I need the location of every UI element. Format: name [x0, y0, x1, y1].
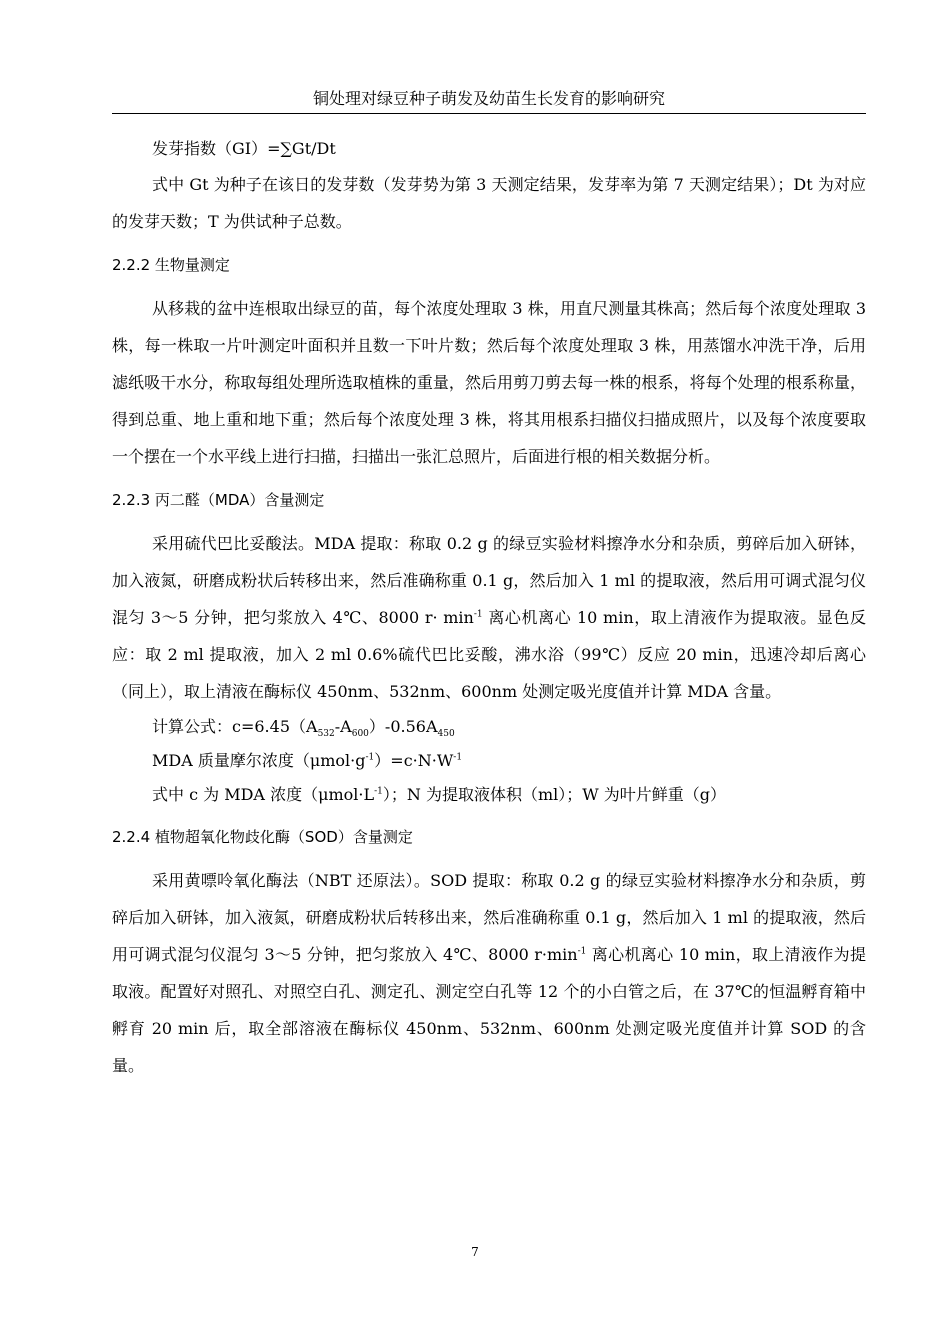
- molar-sup-2: -1: [453, 752, 463, 763]
- section-heading-2-2-4: 2.2.4 植物超氧化物歧化酶（SOD）含量测定: [112, 828, 413, 846]
- sod-sup: -1: [577, 946, 587, 957]
- calc-dash: -A: [334, 717, 352, 736]
- body-text: [112, 132, 866, 1084]
- section-heading-2-2-3: 2.2.3 丙二醛（MDA）含量测定: [112, 491, 325, 509]
- sod-paragraph: [112, 862, 866, 1084]
- gi-formula: 发芽指数（GI）=∑Gt/Dt: [152, 139, 336, 158]
- gi-explanation: 式中 Gt 为种子在该日的发芽数（发芽势为第 3 天测定结果，发芽率为第 7 天测定结果）；Dt 为对应的发芽天数；T 为供试种子总数。: [112, 175, 866, 231]
- calc-mid: ）-0.56A: [368, 717, 438, 736]
- sod-text-a: 采用黄嘌呤氧化酶法（NBT 还原法）。SOD 提取：称取 0.2 g 的绿豆实验材料擦净水分和杂质，剪碎后加入研钵，加入液氮，研磨成粉状后转移出来，然后准确称重 0.1 g，然后加入 1 ml 的提取液，然后用可调式混匀仪混匀 3～5 分钟，把匀浆放入 4℃、8000 r·min: [112, 871, 866, 964]
- where-a: 式中 c 为 MDA 浓度（μmol·L: [152, 785, 375, 804]
- molar-b: ）=c·N·W: [374, 751, 454, 770]
- section-heading-2-2-2: 2.2.2 生物量测定: [112, 256, 230, 274]
- calc-label: 计算公式：c=6.45（A: [152, 717, 318, 736]
- mda-calc-formula: [112, 710, 866, 744]
- molar-a: MDA 质量摩尔浓度（μmol·g: [152, 751, 366, 770]
- molar-sup-1: -1: [365, 752, 375, 763]
- calc-sub-450: 450: [437, 729, 455, 740]
- sod-text-b: 离心机离心 10 min，取上清液作为提取液。配置好对照孔、对照空白孔、测定孔、测定空白孔等 12 个的小白管之后，在 37℃的恒温孵育箱中孵育 20 min 后，取全部溶液在酶标仪 450nm、532nm、600nm 处测定吸光度值并计算 SOD 的含量。: [112, 945, 866, 1075]
- mda-text-b: 离心机离心 10 min，取上清液作为提取液。显色反应：取 2 ml 提取液，加入 2 ml 0.6%硫代巴比妥酸，沸水浴（99℃）反应 20 min，迅速冷却后离心（同上），取上清液在酶标仪 450nm、532nm、600nm 处测定吸光度值并计算 MDA 含量。: [112, 608, 866, 701]
- header-rule: [112, 113, 866, 114]
- where-b: ）；N 为提取液体积（ml）；W 为叶片鲜重（g）: [382, 785, 727, 804]
- calc-sub-600: 600: [351, 729, 369, 740]
- where-sup: -1: [374, 786, 383, 797]
- mda-text-a: 采用硫代巴比妥酸法。MDA 提取：称取 0.2 g 的绿豆实验材料擦净水分和杂质，剪碎后加入研钵，加入液氮，研磨成粉状后转移出来，然后准确称重 0.1 g，然后加入 1 ml 的提取液，然后用可调式混匀仪混匀 3～5 分钟，把匀浆放入 4℃、8000 r· min: [112, 534, 866, 627]
- calc-sub-532: 532: [317, 729, 335, 740]
- mda-where: [112, 778, 866, 812]
- mda-sup: -1: [473, 609, 483, 620]
- mda-molar-formula: [112, 744, 866, 778]
- running-header: 铜处理对绿豆种子萌发及幼苗生长发育的影响研究: [312, 89, 665, 108]
- mda-paragraph: [112, 525, 866, 710]
- biomass-paragraph: 从移栽的盆中连根取出绿豆的苗，每个浓度处理取 3 株，用直尺测量其株高；然后每个浓度处理取 3 株，每一株取一片叶测定叶面积并且数一下叶片数；然后每个浓度处理取 3 株，用蒸馏水冲洗干净，后用滤纸吸干水分，称取每组处理所选取植株的重量，然后用剪刀剪去每一株的根系，将每个处理的根系称量，得到总重、地上重和地下重；然后每个浓度处理 3 株，将其用根系扫描仪扫描成照片，以及每个浓度要取一个摆在一个水平线上进行扫描，扫描出一张汇总照片，后面进行根的相关数据分析。: [112, 299, 866, 466]
- page-number: 7: [471, 1245, 479, 1259]
